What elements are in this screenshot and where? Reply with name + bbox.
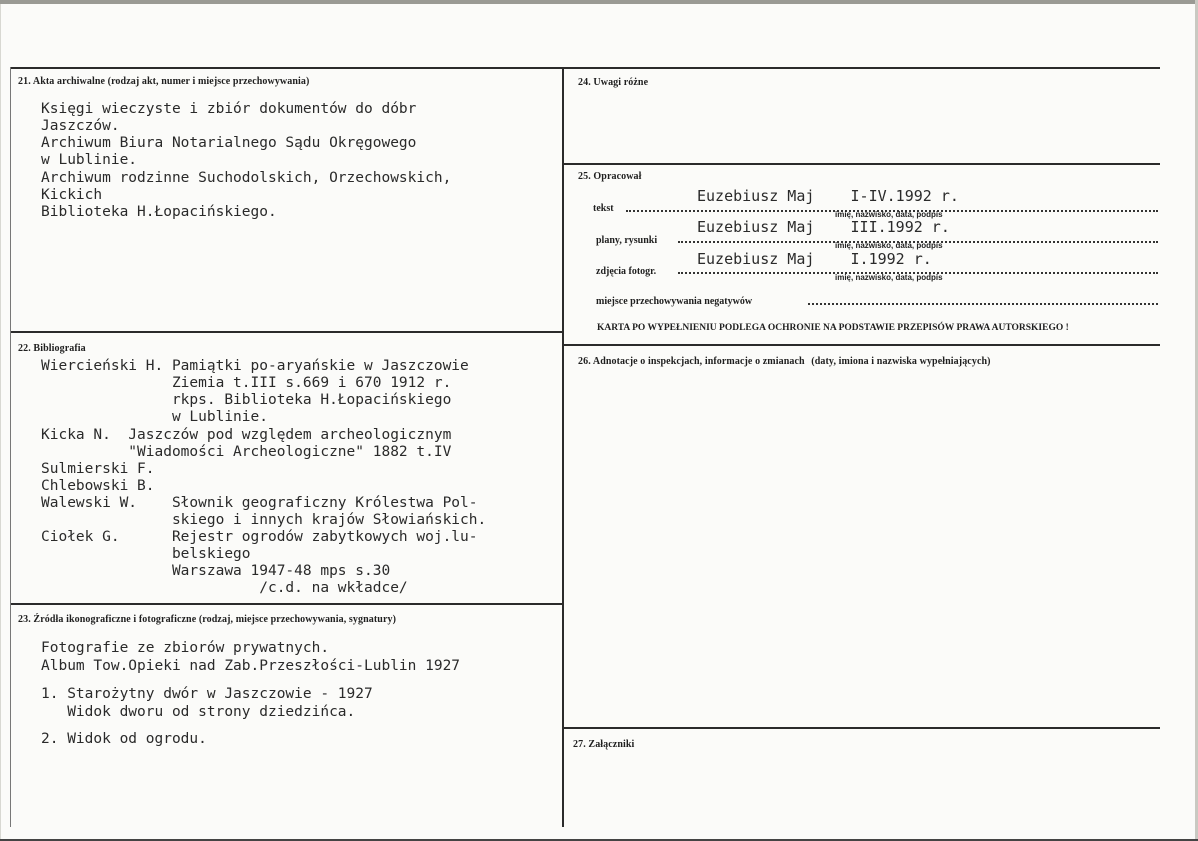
section-27-number: 27. — [573, 739, 586, 750]
bibliography-line: Walewski W. Słownik geograficzny Królestwa Pol- — [41, 495, 478, 511]
rule-21-22 — [10, 331, 563, 333]
archive-line: Archiwum rodzinne Suchodolskich, Orzechowskich, — [41, 170, 452, 186]
section-24-heading — [578, 77, 648, 88]
bibliography-line: w Lublinie. — [41, 409, 268, 425]
section-27-heading — [573, 739, 634, 750]
section-23-subtitle: (rodzaj, miejsce przechowywania, sygnatury) — [198, 614, 397, 625]
section-23-title: Źródła ikonograficzne i fotograficzne — [33, 614, 197, 625]
iconography-line: Widok dworu od strony dziedzińca. — [41, 704, 356, 720]
section-22-heading — [18, 343, 86, 354]
copyright-notice: KARTA PO WYPEŁNIENIU PODLEGA OCHRONIE NA PODSTAWIE PRZEPISÓW PRAWA AUTORSKIEGO ! — [597, 323, 1069, 333]
section-21-subtitle: (rodzaj akt, numer i miejsce przechowywania) — [107, 76, 310, 87]
section-26-number: 26. — [578, 356, 591, 367]
section-24-title: Uwagi różne — [593, 77, 649, 88]
section-23-number: 23. — [18, 614, 31, 625]
section-22-title: Bibliografia — [33, 343, 86, 354]
rule-22-23 — [10, 603, 563, 605]
archive-line: Archiwum Biura Notarialnego Sądu Okręgowego — [41, 135, 417, 151]
section-21-title: Akta archiwalne — [32, 76, 106, 87]
section-25-heading — [578, 171, 642, 182]
text-author-hint: imię, nazwisko, data, podpis — [835, 210, 943, 219]
bibliography-line: /c.d. na wkładce/ — [41, 580, 408, 596]
bibliography-line: Kicka N. Jaszczów pod względem archeologicznym — [41, 427, 452, 443]
iconography-line: 2. Widok od ogrodu. — [41, 731, 207, 747]
plans-author-value: Euzebiusz Maj III.1992 r. — [697, 218, 950, 236]
section-22-number: 22. — [18, 343, 31, 354]
archive-line: Biblioteka H.Łopacińskiego. — [41, 204, 277, 220]
archive-line: Kickich — [41, 187, 103, 203]
bibliography-line: "Wiadomości Archeologiczne" 1882 t.IV — [41, 444, 452, 460]
bibliography-line: skiego i innych krajów Słowiańskich. — [41, 512, 487, 528]
iconography-line: Fotografie ze zbiorów prywatnych. — [41, 640, 330, 656]
bibliography-line: Ciołek G. Rejestr ogrodów zabytkowych woj.lu- — [41, 529, 478, 545]
center-divider — [562, 67, 564, 827]
photos-author-value: Euzebiusz Maj I.1992 r. — [697, 250, 932, 268]
section-27-title: Załączniki — [588, 739, 635, 750]
negatives-location-field-line — [808, 303, 1158, 305]
section-23-heading — [18, 614, 396, 625]
section-26-title: Adnotacje o inspekcjach, informacje o zmianach — [592, 356, 805, 367]
plans-author-hint: imię, nazwisko, data, podpis — [835, 241, 943, 250]
iconography-line: Album Tow.Opieki nad Zab.Przeszłości-Lublin 1927 — [41, 658, 461, 674]
archive-line: w Lublinie. — [41, 152, 138, 168]
photos-author-hint: imię, nazwisko, data, podpis — [835, 273, 943, 282]
bibliography-line: Sulmierski F. — [41, 461, 155, 477]
section-25-title: Opracował — [593, 171, 642, 182]
bibliography-line: Wiercieński H. Pamiątki po-aryańskie w Jaszczowie — [41, 358, 469, 374]
photos-author-label: zdjęcia fotogr. — [596, 266, 657, 277]
negatives-location-label: miejsce przechowywania negatywów — [596, 296, 753, 307]
section-25-number: 25. — [578, 171, 591, 182]
rule-24-25 — [563, 163, 1160, 165]
bibliography-line: Ziemia t.III s.669 i 670 1912 r. — [41, 375, 452, 391]
archive-line: Jaszczów. — [41, 118, 120, 134]
archive-line: Księgi wieczyste i zbiór dokumentów do dóbr — [41, 101, 417, 117]
top-edge — [0, 0, 1198, 4]
bibliography-line: Warszawa 1947-48 mps s.30 — [41, 563, 391, 579]
plans-author-label: plany, rysunki — [596, 235, 658, 246]
text-author-value: Euzebiusz Maj I-IV.1992 r. — [697, 187, 959, 205]
section-21-number: 21. — [18, 76, 31, 87]
section-21-heading — [18, 76, 309, 87]
rule-26-27 — [563, 727, 1160, 729]
top-rule — [10, 67, 1160, 69]
iconography-line: 1. Starożytny dwór w Jaszczowie - 1927 — [41, 686, 373, 702]
bibliography-line: Chlebowski B. — [41, 478, 155, 494]
section-24-number: 24. — [578, 77, 591, 88]
text-author-label: tekst — [593, 203, 614, 214]
left-border — [10, 67, 11, 827]
rule-25-26 — [563, 344, 1160, 346]
bibliography-line: rkps. Biblioteka H.Łopacińskiego — [41, 392, 452, 408]
section-26-subtitle: (daty, imiona i nazwiska wypełniających) — [811, 356, 991, 367]
section-26-heading — [578, 356, 991, 367]
bibliography-line: belskiego — [41, 546, 251, 562]
